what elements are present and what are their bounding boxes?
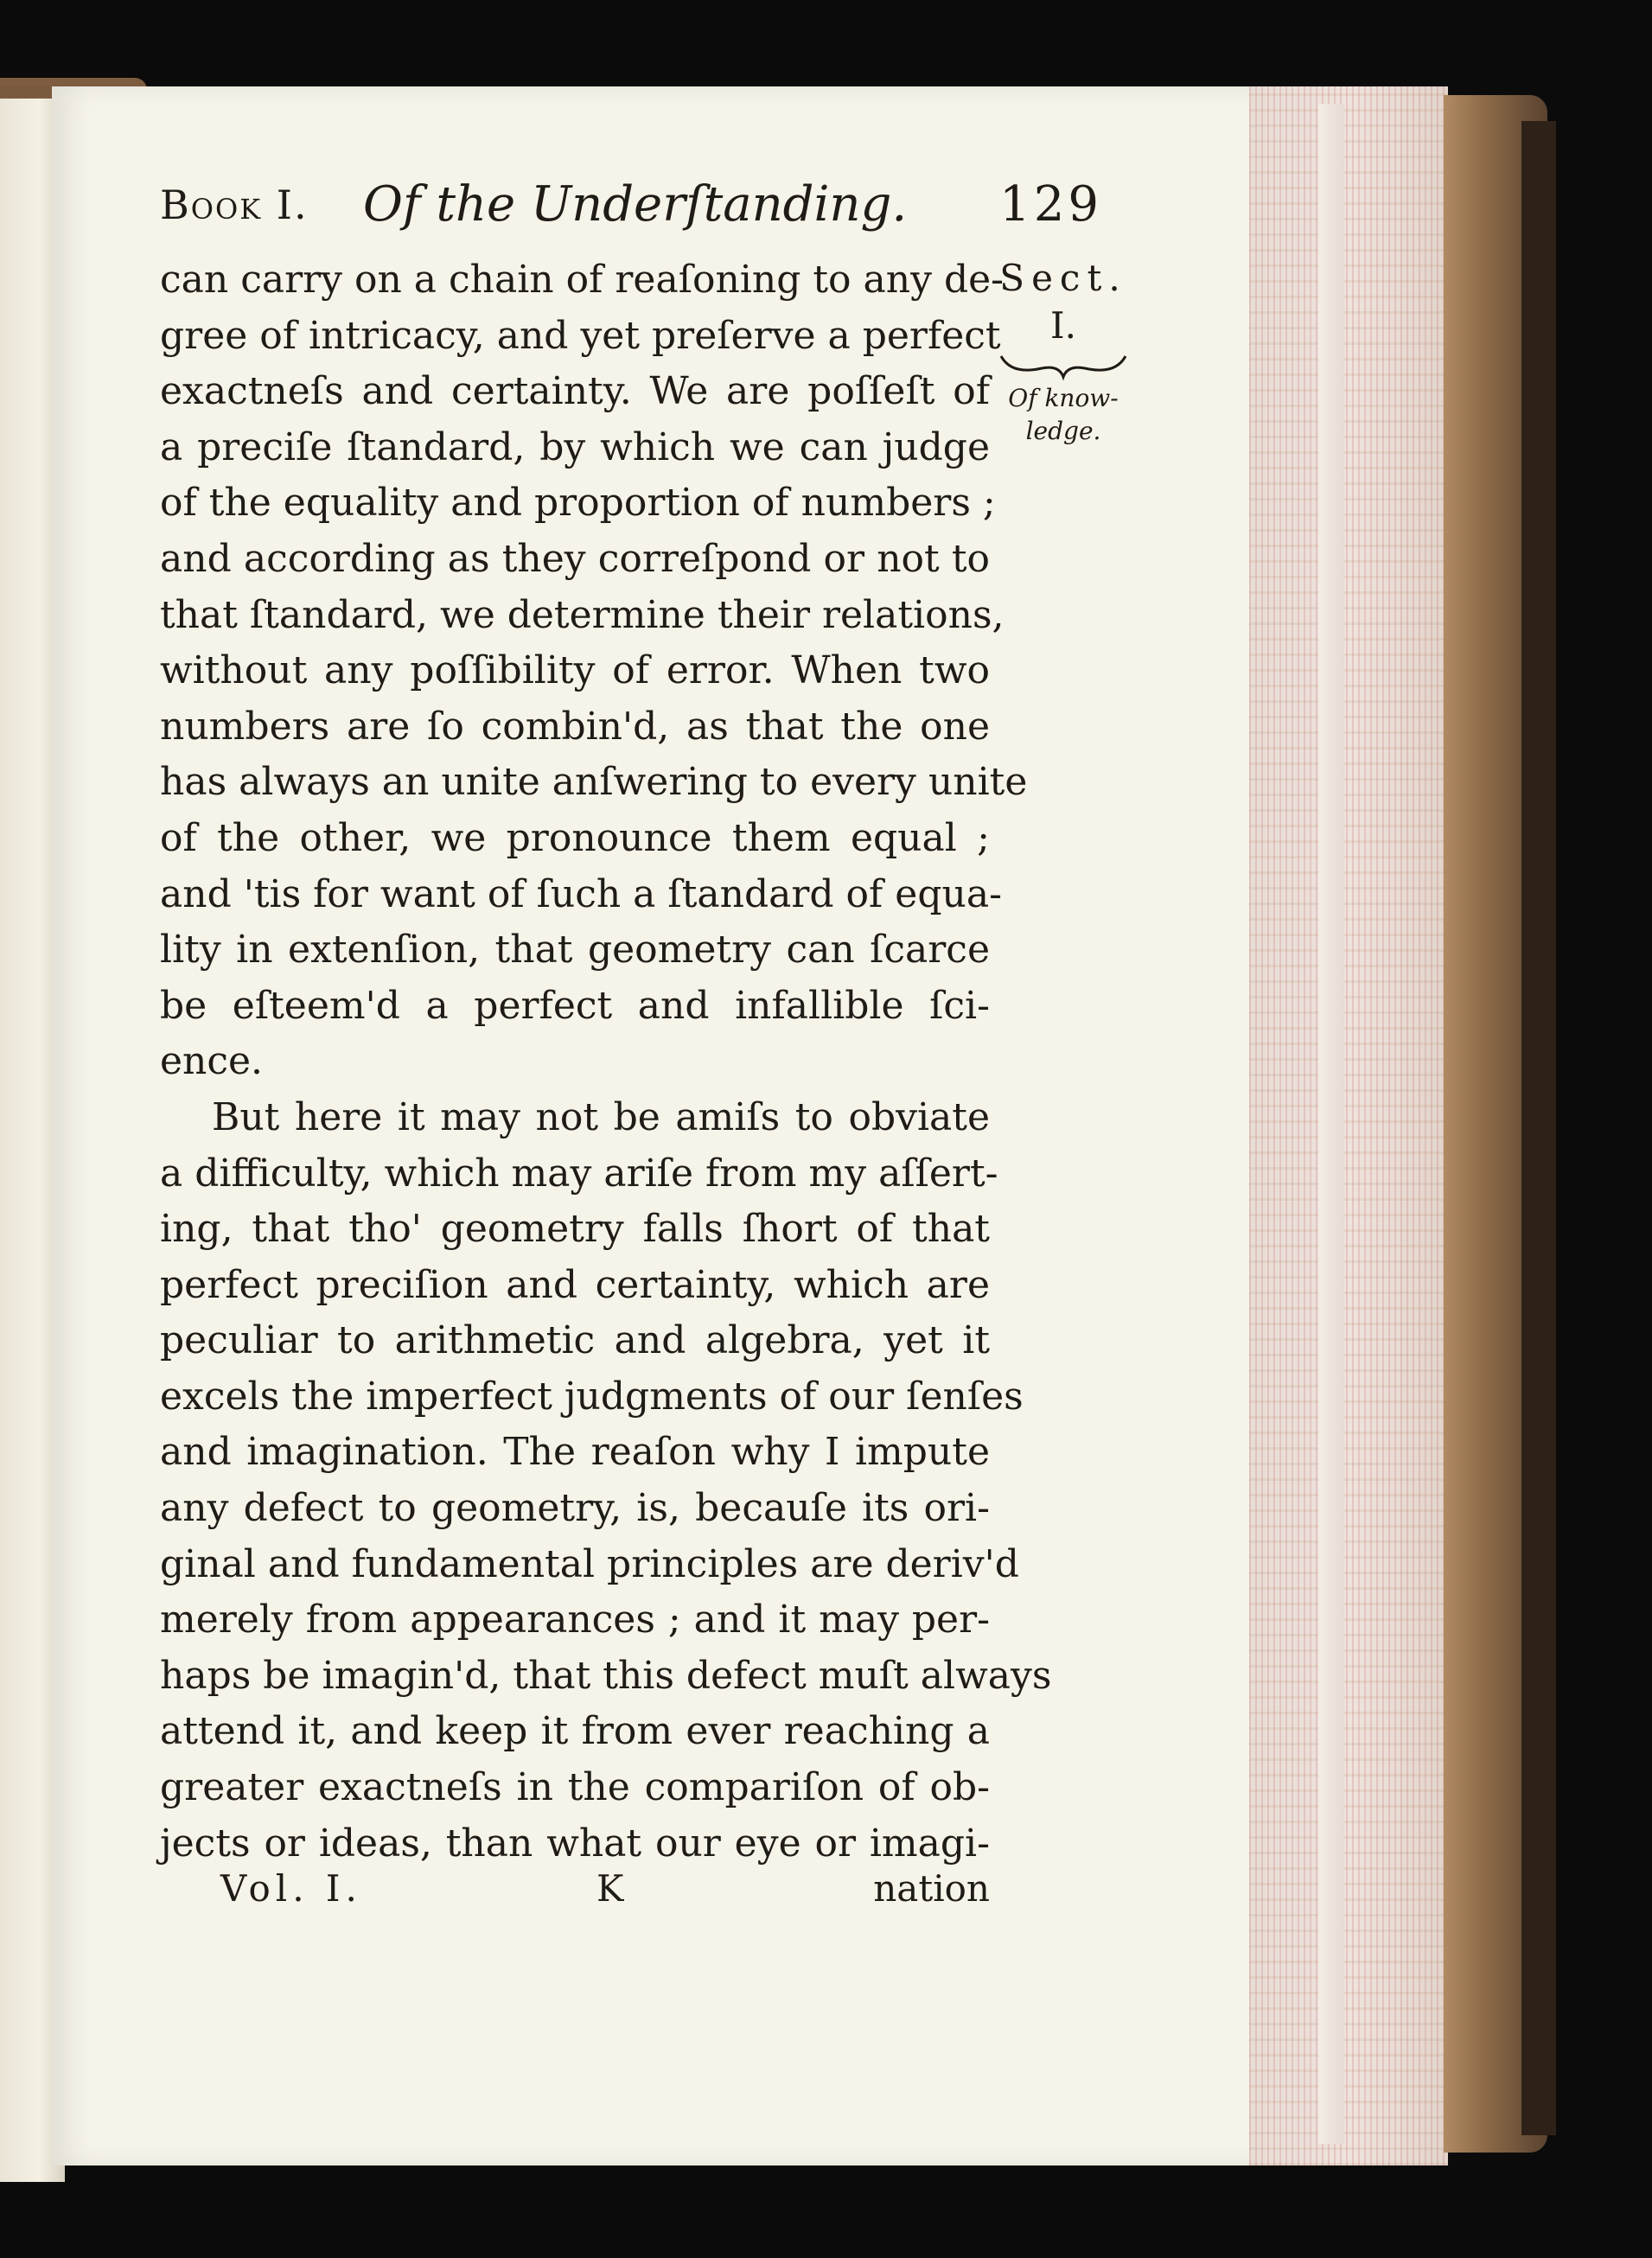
- page-edge-band: [1318, 104, 1344, 2144]
- text-line: haps be imagin'd, that this defect muſt always: [160, 1653, 1052, 1698]
- text-line: greater exactneſs in the compariſon of ob-: [160, 1765, 990, 1810]
- paragraph-first-line: But here it may not be amiſs to obviate: [212, 1094, 990, 1139]
- text-line: peculiar to arithmetic and algebra, yet it: [160, 1318, 990, 1363]
- margin-note: [985, 252, 1141, 448]
- page-fore-edge: [1249, 86, 1448, 2166]
- text-line: lity in extenſion, that geometry can ſcarce: [160, 928, 990, 973]
- text-line: a difficulty, which may ariſe from my aſſert-: [160, 1151, 998, 1196]
- margin-section-label: Sect.: [999, 257, 1127, 299]
- page-number: 129: [999, 176, 1102, 233]
- text-line: and 'tis for want of ſuch a ſtandard of equa-: [160, 871, 1002, 916]
- text-line: and according as they correſpond or not to: [160, 536, 990, 581]
- catchword: nation: [873, 1867, 990, 1910]
- running-head-book: Book I.: [160, 182, 309, 228]
- text-line: any defect to geometry, is, becauſe its ori-: [160, 1486, 990, 1531]
- running-head: [160, 173, 1102, 233]
- body-text: [160, 252, 1052, 1872]
- text-line: numbers are ſo combin'd, as that the one: [160, 704, 990, 749]
- text-line: attend it, and keep it from ever reaching a: [160, 1709, 990, 1754]
- text-line: that ſtandard, we determine their relations,: [160, 592, 1005, 637]
- text-line: be eſteem'd a perfect and infallible ſci-: [160, 983, 990, 1028]
- text-line: merely from appearances ; and it may per-: [160, 1598, 990, 1642]
- running-head-title: Of the Underſtanding.: [363, 176, 908, 233]
- text-line: of the other, we pronounce them equal ;: [160, 815, 990, 860]
- text-line: a preciſe ſtandard, by which we can judge: [160, 424, 990, 469]
- gathering-signature: K: [596, 1867, 624, 1910]
- text-line: exactneſs and certainty. We are poſſeſt of: [160, 369, 990, 414]
- text-line: perfect preciſion and certainty, which are: [160, 1262, 990, 1307]
- text-line: and imagination. The reaſon why I impute: [160, 1430, 990, 1475]
- text-line: can carry on a chain of reaſoning to any de-: [160, 258, 1005, 302]
- text-line: jects or ideas, than what our eye or imagi-: [160, 1821, 990, 1866]
- margin-note-line: ledge.: [1025, 417, 1101, 445]
- text-line: of the equality and proportion of numbers ;: [160, 481, 996, 526]
- text-line: has always an unite anſwering to every unite: [160, 760, 1028, 805]
- text-line: gree of intricacy, and yet preſerve a perfect: [160, 313, 1001, 358]
- volume-signature: Vol. I.: [220, 1867, 362, 1910]
- brace-icon: [985, 348, 1141, 382]
- text-line: without any poſſibility of error. When two: [160, 648, 990, 693]
- text-line: ing, that tho' geometry falls ſhort of that: [160, 1207, 990, 1252]
- catchline: [220, 1867, 990, 1919]
- text-line: excels the imperfect judgments of our ſenſes: [160, 1374, 1024, 1419]
- margin-note-line: Of know-: [1008, 384, 1119, 412]
- text-line: ence.: [160, 1039, 264, 1084]
- text-line: ginal and fundamental principles are deriv'd: [160, 1541, 1019, 1586]
- margin-section-number: I.: [1050, 304, 1076, 347]
- book-cover-shadow: [1521, 121, 1556, 2135]
